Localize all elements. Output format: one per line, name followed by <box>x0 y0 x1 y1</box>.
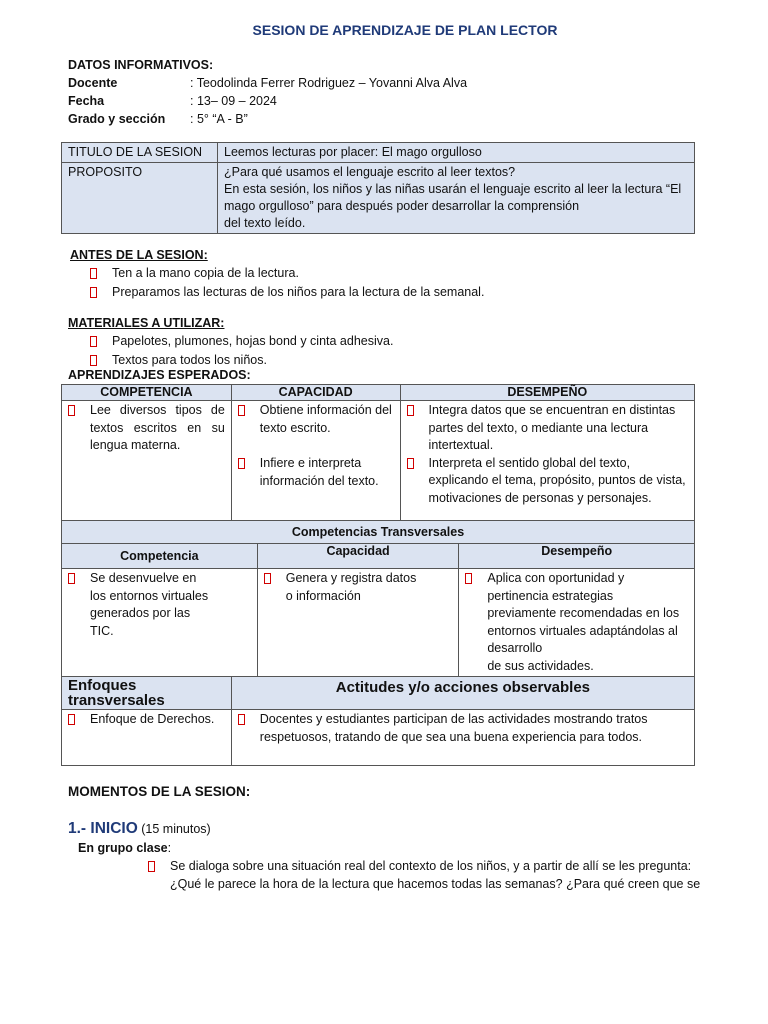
proposito-value <box>218 163 695 234</box>
t-capacidad-cell <box>257 569 459 677</box>
info-row-grado <box>68 110 467 128</box>
actitud-line: Docentes y estudiantes participan de las actividades mostrando tratos <box>259 712 648 726</box>
t-competencia-line: TIC. <box>90 623 114 638</box>
bullet-icon <box>90 355 97 366</box>
t-desempeno-line: de sus actividades. <box>487 658 594 673</box>
grupo-label-text: En grupo clase <box>78 841 168 855</box>
list-item <box>90 333 393 352</box>
desempeno-text: Integra datos que se encuentran en distintas partes del texto, o mediante una lectura intertextual. <box>428 403 676 452</box>
t-desempeno-line: pertinencia estrategias <box>487 588 614 603</box>
capacidad-cell <box>231 401 400 521</box>
grupo-colon: : <box>167 841 172 855</box>
proposito-line: del texto leído. <box>224 216 306 230</box>
t-capacidad-line: Genera y registra datos <box>285 571 417 585</box>
bullet-icon <box>264 573 271 584</box>
enfoques-label-2: transversales <box>68 692 165 709</box>
bullet-icon <box>90 287 97 298</box>
col-actitudes <box>231 677 694 710</box>
aprendizajes-heading: APRENDIZAJES ESPERADOS: <box>68 368 251 382</box>
proposito-label: PROPOSITO <box>62 163 218 234</box>
proposito-line: En esta sesión, los niños y las niñas usarán el lenguaje escrito al leer la lectura “El <box>224 182 682 196</box>
titulo-value: Leemos lecturas por placer: El mago orgulloso <box>218 143 695 163</box>
bullet-icon <box>238 458 245 469</box>
info-value: : 13– 09 – 2024 <box>190 94 277 108</box>
bullet-icon <box>465 573 472 584</box>
proposito-line: mago orgulloso” para después poder desarrollar la comprensión <box>224 199 580 213</box>
inicio-heading <box>68 820 211 838</box>
list-item-text: Papelotes, plumones, hojas bond y cinta adhesiva. <box>112 334 394 348</box>
datos-heading: DATOS INFORMATIVOS: <box>68 58 214 72</box>
bullet-icon <box>407 405 414 416</box>
bullet-icon <box>68 573 75 584</box>
page-title: SESION DE APRENDIZAJE DE PLAN LECTOR <box>252 22 558 38</box>
col-t-competencia: Competencia <box>62 544 258 569</box>
grupo-label <box>78 841 171 855</box>
t-competencia-line: Se desenvuelve en <box>90 571 197 585</box>
titulo-label: TITULO DE LA SESION <box>62 143 218 163</box>
inicio-paragraph <box>148 858 708 893</box>
t-desempeno-line: desarrollo <box>487 641 543 655</box>
col-capacidad: CAPACIDAD <box>231 385 400 401</box>
enfoque-text: Enfoque de Derechos. <box>90 712 215 726</box>
capacidad-text: Infiere e interpreta información del texto. <box>259 456 379 488</box>
list-item <box>90 284 484 303</box>
bullet-icon <box>407 458 414 469</box>
actitudes-label: Actitudes y/o acciones observables <box>335 679 591 696</box>
t-desempeno-line: Aplica con oportunidad y <box>487 571 625 585</box>
info-value: : Teodolinda Ferrer Rodriguez – Yovanni Alva Alva <box>190 76 468 90</box>
transversales-heading: Competencias Transversales <box>62 521 695 544</box>
session-table <box>61 142 695 234</box>
bullet-icon <box>148 861 155 872</box>
list-item-text: Ten a la mano copia de la lectura. <box>112 266 299 280</box>
bullet-icon <box>90 268 97 279</box>
info-label: Docente <box>68 76 118 90</box>
info-row-docente <box>68 74 467 92</box>
info-value: : 5° “A - B” <box>190 112 248 126</box>
datos-informativos <box>68 56 467 128</box>
t-desempeno-cell <box>459 569 695 677</box>
actitud-line: respetuosos, tratando de que sea una buena experiencia para todos. <box>259 729 643 744</box>
t-competencia-line: generados por las <box>90 606 191 620</box>
materiales-list <box>90 333 393 371</box>
antes-heading: ANTES DE LA SESION: <box>70 248 208 262</box>
competencia-cell <box>62 401 232 521</box>
paragraph-line: ¿Qué le parece la hora de la lectura que hacemos todas las semanas? ¿Para qué creen que se <box>170 876 701 891</box>
capacidad-text: Obtiene información del texto escrito. <box>259 403 392 435</box>
col-t-desempeno: Desempeño <box>459 544 695 569</box>
info-row-fecha <box>68 92 467 110</box>
info-label: Fecha <box>68 94 105 108</box>
bullet-icon <box>68 405 75 416</box>
list-item-text: Textos para todos los niños. <box>112 353 267 367</box>
list-item-text: Preparamos las lecturas de los niños para la lectura de la semanal. <box>112 285 485 299</box>
col-competencia: COMPETENCIA <box>62 385 232 401</box>
paragraph-line: Se dialoga sobre una situación real del contexto de los niños, y a partir de allí se les pregunta: <box>170 859 692 873</box>
momentos-heading: MOMENTOS DE LA SESION: <box>68 784 251 799</box>
enfoques-label-1: Enfoques <box>68 677 137 694</box>
bullet-icon <box>68 714 75 725</box>
bullet-icon <box>238 405 245 416</box>
bullet-icon <box>90 336 97 347</box>
bullet-icon <box>238 714 245 725</box>
inicio-label: 1.- INICIO <box>68 820 138 837</box>
t-competencia-line: los entornos virtuales <box>90 588 209 603</box>
col-enfoques <box>62 677 232 710</box>
col-desempeno: DESEMPEÑO <box>400 385 694 401</box>
list-item <box>90 265 484 284</box>
info-label: Grado y sección <box>68 112 166 126</box>
t-competencia-cell <box>62 569 258 677</box>
desempeno-text: Interpreta el sentido global del texto, explicando el tema, propósito, puntos de vista, motivaciones de personas y personajes. <box>428 455 686 505</box>
materiales-heading: MATERIALES A UTILIZAR: <box>68 316 225 330</box>
competencia-text: Lee diversos tipos de textos escritos en su lengua materna. <box>90 403 225 452</box>
actitud-cell <box>231 710 694 766</box>
proposito-line: ¿Para qué usamos el lenguaje escrito al leer textos? <box>224 165 516 179</box>
t-desempeno-line: previamente recomendadas en los <box>487 606 680 620</box>
t-capacidad-line: o información <box>285 588 361 603</box>
col-t-capacidad: Capacidad <box>257 544 459 569</box>
t-desempeno-line: entornos virtuales adaptándolas al <box>487 623 678 638</box>
inicio-duration: (15 minutos) <box>141 822 211 836</box>
aprendizajes-table <box>61 384 695 766</box>
antes-list <box>90 265 484 303</box>
desempeno-cell <box>400 401 694 521</box>
enfoque-cell <box>62 710 232 766</box>
